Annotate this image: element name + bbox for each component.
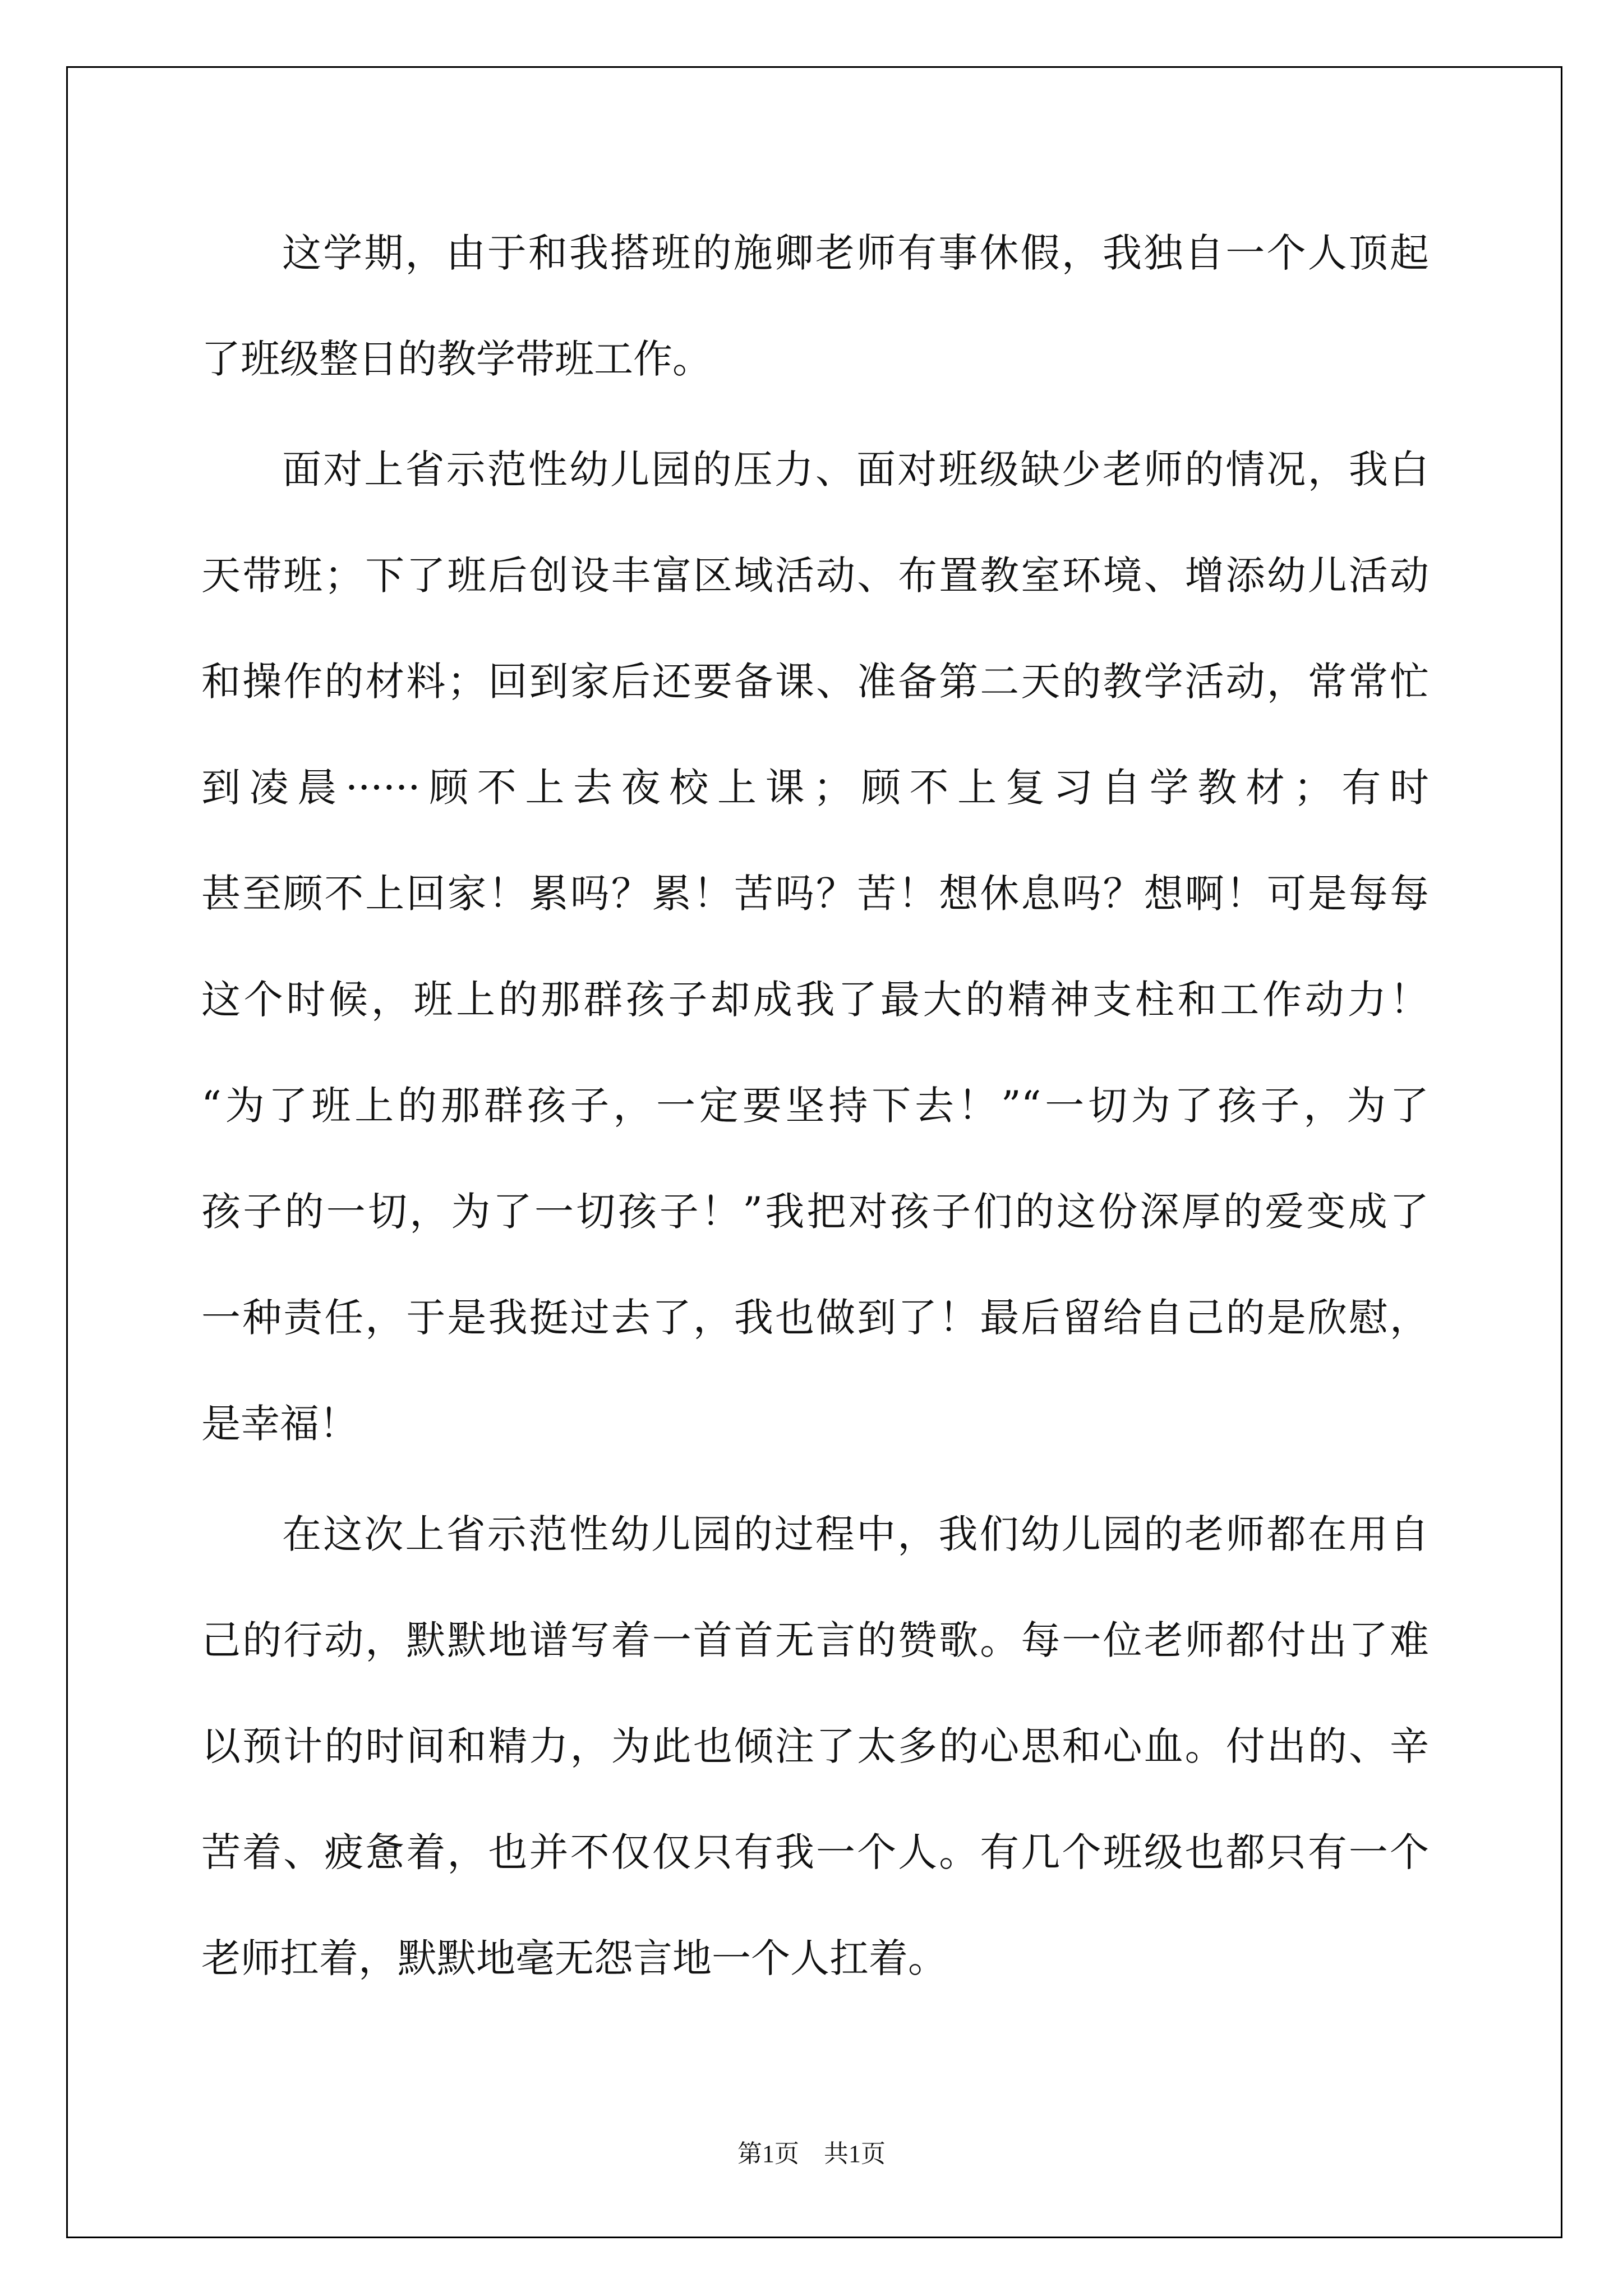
text-line: 天带班；下了班后创设丰富区域活动、布置教室环境、增添幼儿活动 <box>201 553 1429 599</box>
paragraph <box>201 417 1429 1477</box>
text-line: 面对上省示范性幼儿园的压力、面对班级缺少老师的情况，我白 <box>282 447 1429 493</box>
text-line: 在这次上省示范性幼儿园的过程中，我们幼儿园的老师都在用自 <box>282 1511 1429 1557</box>
text-line: 这个时候，班上的那群孩子却成我了最大的精神支柱和工作动力！ <box>201 977 1429 1023</box>
text-line: 这学期，由于和我搭班的施卿老师有事休假，我独自一个人顶起 <box>282 230 1429 276</box>
text-line: 己的行动，默默地谱写着一首首无言的赞歌。每一位老师都付出了难 <box>201 1617 1429 1663</box>
text-line: 了班级整日的教学带班工作。 <box>201 336 712 382</box>
paragraph <box>201 1481 1429 2012</box>
text-line: 到凌晨······顾不上去夜校上课；顾不上复习自学教材；有时 <box>201 765 1429 811</box>
page-number-footer: 第1页 共1页 <box>737 2140 886 2168</box>
text-line: 以预计的时间和精力，为此也倾注了太多的心思和心血。付出的、辛 <box>201 1723 1429 1769</box>
text-line: 是幸福！ <box>201 1401 358 1447</box>
document-body <box>201 200 1429 2012</box>
text-line: 和操作的材料；回到家后还要备课、准备第二天的教学活动，常常忙 <box>201 659 1429 705</box>
paragraph <box>201 200 1429 412</box>
text-line: 苦着、疲惫着，也并不仅仅只有我一个人。有几个班级也都只有一个 <box>201 1829 1429 1875</box>
text-line: “为了班上的那群孩子，一定要坚持下去！”“一切为了孩子，为了 <box>201 1083 1429 1129</box>
text-line: 孩子的一切，为了一切孩子！”我把对孩子们的这份深厚的爱变成了 <box>201 1189 1429 1235</box>
text-line: 一种责任，于是我挺过去了，我也做到了！最后留给自己的是欣慰， <box>201 1295 1429 1341</box>
text-line: 甚至顾不上回家！累吗？累！苦吗？苦！想休息吗？想啊！可是每每 <box>201 871 1429 917</box>
text-line: 老师扛着，默默地毫无怨言地一个人扛着。 <box>201 1935 947 1981</box>
